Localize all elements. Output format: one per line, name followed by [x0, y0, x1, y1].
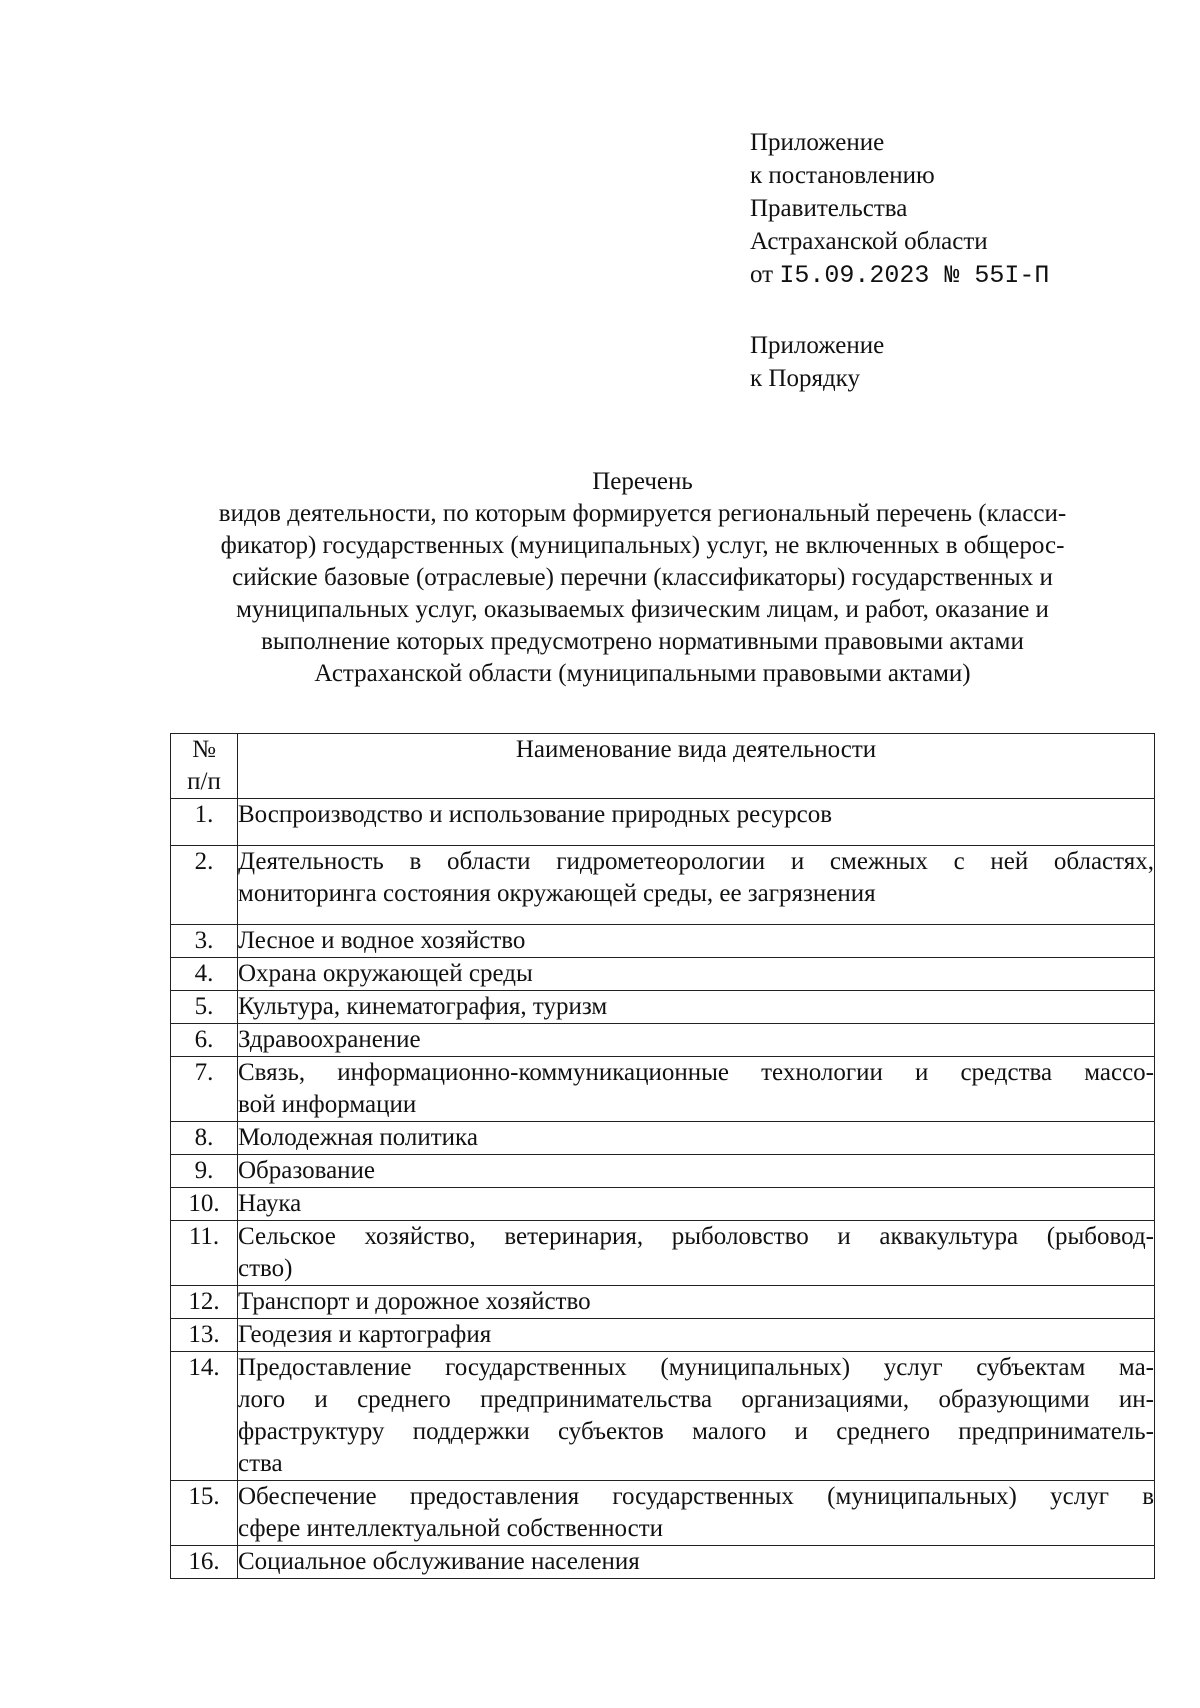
- resolution-line: [750, 258, 1049, 292]
- activities-table: [170, 733, 1155, 1579]
- activity-name-line: вой информации: [238, 1091, 417, 1118]
- activity-name-line: Молодежная политика: [238, 1124, 478, 1151]
- row-activity-name: [238, 846, 1155, 925]
- resolution-stamp: I5.09.2023 № 55I-П: [779, 261, 1050, 290]
- activity-name-line: Предоставление государственных (муниципальных) услуг субъектам ма-: [238, 1354, 1154, 1381]
- activity-name-line: Обеспечение предоставления государственных (муниципальных) услуг в: [238, 1483, 1154, 1510]
- row-number: 7.: [171, 1057, 238, 1122]
- activity-name-line: Лесное и водное хозяйство: [238, 927, 526, 954]
- subtitle-line: сийские базовые (отраслевые) перечни (классификаторы) государственных и: [232, 564, 1053, 591]
- table-row: [171, 1188, 1155, 1221]
- activity-name-line: сфере интеллектуальной собственности: [238, 1515, 664, 1542]
- num-header-line: п/п: [187, 768, 221, 795]
- table-row: [171, 1221, 1155, 1286]
- appendix-block: [750, 126, 1049, 292]
- subtitle-line: фикатор) государственных (муниципальных) услуг, не включенных в общерос-: [220, 532, 1065, 559]
- table-row: [171, 1286, 1155, 1319]
- table-row: [171, 1024, 1155, 1057]
- activity-name-line: Воспроизводство и использование природных ресурсов: [238, 801, 833, 828]
- heading-text: Перечень: [592, 468, 693, 495]
- table-row: [171, 1155, 1155, 1188]
- table-row: [171, 846, 1155, 925]
- row-activity-name: [238, 1221, 1155, 1286]
- appendix2-line: к Порядку: [750, 365, 860, 392]
- appendix-order-block: [750, 329, 884, 395]
- table-row: [171, 958, 1155, 991]
- appendix-line: Правительства: [750, 195, 908, 222]
- document-subtitle: [150, 498, 1135, 690]
- row-number: 1.: [171, 799, 238, 846]
- row-activity-name: [238, 1122, 1155, 1155]
- table-row: [171, 799, 1155, 846]
- activity-name-line: ство): [238, 1255, 293, 1282]
- appendix-line: к постановлению: [750, 162, 935, 189]
- row-activity-name: [238, 925, 1155, 958]
- table-header-row: [171, 734, 1155, 799]
- row-number: 9.: [171, 1155, 238, 1188]
- table-row: [171, 1352, 1155, 1481]
- table-row: [171, 1057, 1155, 1122]
- activity-name-line: мониторинга состояния окружающей среды, ее загрязнения: [238, 880, 876, 907]
- appendix-line: Приложение: [750, 129, 885, 156]
- row-activity-name: [238, 1024, 1155, 1057]
- activity-name-line: фраструктуру поддержки субъектов малого и среднего предприниматель-: [238, 1418, 1154, 1445]
- row-number: 16.: [171, 1546, 238, 1579]
- row-number: 3.: [171, 925, 238, 958]
- activity-name-line: Геодезия и картография: [238, 1321, 492, 1348]
- table-row: [171, 1122, 1155, 1155]
- table-row: [171, 1481, 1155, 1546]
- row-number: 6.: [171, 1024, 238, 1057]
- subtitle-line: видов деятельности, по которым формируется региональный перечень (класси-: [218, 500, 1067, 527]
- activity-name-line: ства: [238, 1450, 283, 1477]
- subtitle-line: Астраханской области (муниципальными правовыми актами): [314, 660, 971, 687]
- appendix-line: Астраханской области: [750, 228, 988, 255]
- row-activity-name: [238, 1319, 1155, 1352]
- activity-name-line: Охрана окружающей среды: [238, 960, 533, 987]
- row-activity-name: [238, 1286, 1155, 1319]
- row-number: 11.: [171, 1221, 238, 1286]
- row-activity-name: [238, 1188, 1155, 1221]
- subtitle-line: выполнение которых предусмотрено нормативными правовыми актами: [261, 628, 1024, 655]
- row-activity-name: [238, 1481, 1155, 1546]
- row-number: 10.: [171, 1188, 238, 1221]
- table-row: [171, 1319, 1155, 1352]
- name-column-header: Наименование вида деятельности: [238, 734, 1155, 799]
- row-number: 13.: [171, 1319, 238, 1352]
- row-number: 8.: [171, 1122, 238, 1155]
- appendix2-line: Приложение: [750, 332, 885, 359]
- activity-name-line: Социальное обслуживание населения: [238, 1548, 640, 1575]
- row-activity-name: [238, 1057, 1155, 1122]
- row-activity-name: [238, 991, 1155, 1024]
- row-activity-name: [238, 1155, 1155, 1188]
- row-number: 4.: [171, 958, 238, 991]
- table-row: [171, 1546, 1155, 1579]
- document-heading: [150, 466, 1135, 498]
- activity-name-line: Связь, информационно-коммуникационные технологии и средства массо-: [238, 1059, 1154, 1086]
- num-column-header: [171, 734, 238, 799]
- subtitle-line: муниципальных услуг, оказываемых физическим лицам, и работ, оказание и: [236, 596, 1049, 623]
- row-number: 5.: [171, 991, 238, 1024]
- activity-name-line: Транспорт и дорожное хозяйство: [238, 1288, 591, 1315]
- table-row: [171, 925, 1155, 958]
- row-number: 14.: [171, 1352, 238, 1481]
- activity-name-line: Образование: [238, 1157, 376, 1184]
- activity-name-line: Деятельность в области гидрометеорологии и смежных с ней областях,: [238, 848, 1154, 875]
- activity-name-line: Здравоохранение: [238, 1026, 421, 1053]
- activity-name-line: Сельское хозяйство, ветеринария, рыболовство и аквакультура (рыбовод-: [238, 1223, 1154, 1250]
- row-number: 2.: [171, 846, 238, 925]
- row-activity-name: [238, 799, 1155, 846]
- num-header-line: №: [192, 736, 216, 763]
- row-activity-name: [238, 1352, 1155, 1481]
- row-activity-name: [238, 1546, 1155, 1579]
- row-number: 15.: [171, 1481, 238, 1546]
- activity-name-line: Культура, кинематография, туризм: [238, 993, 608, 1020]
- table-body: [171, 799, 1155, 1579]
- table-row: [171, 991, 1155, 1024]
- row-number: 12.: [171, 1286, 238, 1319]
- row-activity-name: [238, 958, 1155, 991]
- activity-name-line: Наука: [238, 1190, 302, 1217]
- resolution-prefix: от: [750, 261, 774, 288]
- activity-name-line: лого и среднего предпринимательства организациями, образующими ин-: [238, 1386, 1154, 1413]
